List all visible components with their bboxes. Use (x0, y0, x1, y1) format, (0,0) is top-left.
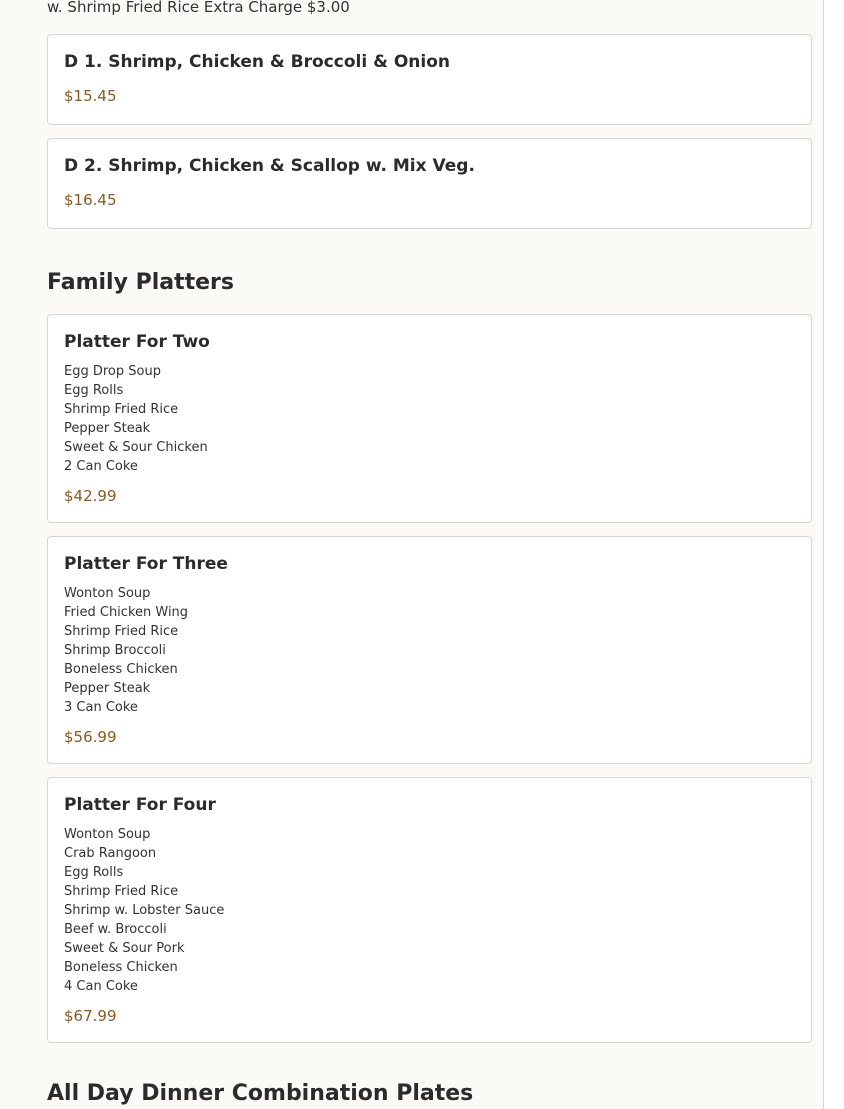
menu-item-title: D 1. Shrimp, Chicken & Broccoli & Onion (64, 52, 451, 72)
menu-item-description (64, 362, 795, 476)
description-line: Shrimp Fried Rice (64, 884, 179, 899)
description-line: Boneless Chicken (64, 662, 178, 677)
description-line: Pepper Steak (64, 681, 151, 696)
menu-item-price: $56.99 (64, 728, 117, 746)
menu-item-price: $15.45 (64, 87, 117, 105)
menu-item-description (64, 825, 795, 996)
menu-item-price: $42.99 (64, 487, 117, 505)
menu-item-title: Platter For Four (64, 795, 216, 815)
menu-item-price: $67.99 (64, 1007, 117, 1025)
description-line: Boneless Chicken (64, 960, 178, 975)
description-line: Shrimp Broccoli (64, 643, 166, 658)
section-title-family-platters: Family Platters (47, 270, 234, 295)
description-line: Fried Chicken Wing (64, 605, 189, 620)
description-line: 2 Can Coke (64, 459, 138, 474)
menu-item-title: Platter For Three (64, 554, 228, 574)
description-line: Wonton Soup (64, 827, 151, 842)
description-line: Wonton Soup (64, 586, 151, 601)
description-line: Beef w. Broccoli (64, 922, 167, 937)
menu-item-title: D 2. Shrimp, Chicken & Scallop w. Mix Veg. (64, 156, 475, 176)
menu-content (47, 0, 812, 1108)
description-line: Shrimp Fried Rice (64, 402, 179, 417)
menu-item-platter-for-three[interactable] (47, 536, 812, 764)
description-line: Egg Drop Soup (64, 364, 161, 379)
menu-item-d2[interactable] (47, 138, 812, 229)
extra-charge-note: w. Shrimp Fried Rice Extra Charge $3.00 (47, 0, 350, 16)
description-line: Pepper Steak (64, 421, 151, 436)
description-line: Egg Rolls (64, 383, 124, 398)
description-line: Sweet & Sour Chicken (64, 440, 208, 455)
menu-item-platter-for-two[interactable] (47, 314, 812, 523)
menu-item-platter-for-four[interactable] (47, 777, 812, 1043)
description-line: Egg Rolls (64, 865, 124, 880)
menu-item-price: $16.45 (64, 191, 117, 209)
menu-item-title: Platter For Two (64, 332, 210, 352)
description-line: Shrimp w. Lobster Sauce (64, 903, 225, 918)
section-title-dinner-combination-plates: All Day Dinner Combination Plates (47, 1081, 474, 1106)
menu-item-d1[interactable] (47, 34, 812, 125)
description-line: 4 Can Coke (64, 979, 138, 994)
menu-item-description (64, 584, 795, 717)
description-line: Shrimp Fried Rice (64, 624, 179, 639)
description-line: Sweet & Sour Pork (64, 941, 185, 956)
description-line: Crab Rangoon (64, 846, 157, 861)
description-line: 3 Can Coke (64, 700, 138, 715)
